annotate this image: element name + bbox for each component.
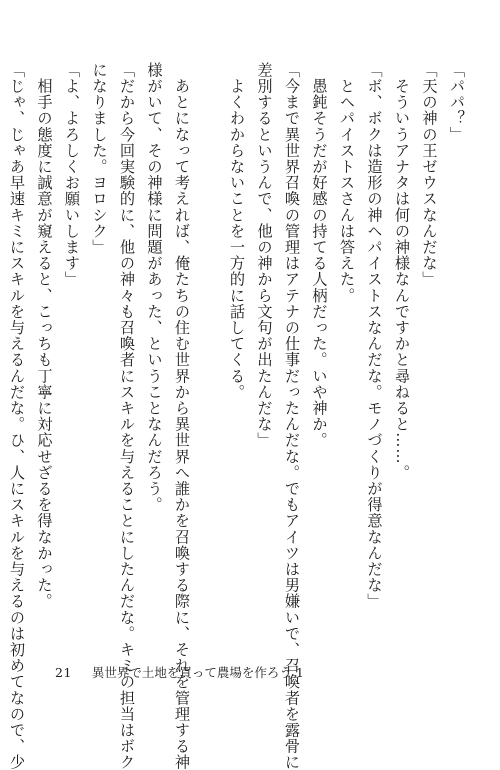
text-line: になりました。ヨロシク」 bbox=[90, 62, 109, 256]
blank-line bbox=[195, 62, 223, 630]
text-line: 「ボ、ボクは造形の神ヘパイストスなんだな。モノづくりが得意なんだな」 bbox=[365, 62, 384, 610]
book-title: 異世界で土地を買って農場を作ろう 1 bbox=[91, 665, 304, 680]
text-line: 様がいて、その神様に問題があった、ということなんだろう。 bbox=[145, 62, 164, 513]
text-line: 「今まで異世界召喚の管理はアテナの仕事だったんだな。でもアイツは男嫌いで、召喚者を露骨に bbox=[283, 62, 301, 770]
text-line: 相手の態度に誠意が窺えると、こっちも丁寧に対応せざるを得なかった。 bbox=[35, 62, 54, 610]
page-footer bbox=[55, 663, 304, 681]
text-line: 差別するというんで、他の神から文句が出たんだな」 bbox=[255, 62, 274, 449]
text-line: とヘパイストスさんは答えた。 bbox=[338, 62, 356, 304]
text-line: 「パパ？」 bbox=[448, 62, 466, 143]
page-number: 21 bbox=[55, 665, 72, 680]
text-line: そういうアナタは何の神様なんですかと尋ねると……。 bbox=[393, 62, 411, 481]
text-line: 愚鈍そうだが好感の持てる人柄だった。いや神か。 bbox=[310, 62, 329, 449]
text-line: 「だから今回実験的に、他の神々も召喚者にスキルを与えることにしたんだな。キミの担当はボク bbox=[118, 62, 136, 770]
text-line: 「よ、よろしくお願いします」 bbox=[63, 62, 81, 288]
text-line: あとになって考えれば、俺たちの住む世界から異世界へ誰かを召喚する際に、それを管理する神 bbox=[173, 62, 191, 770]
text-line: 「天の神の王ゼウスなんだな」 bbox=[420, 62, 439, 288]
text-line: よくわからないことを一方的に話してくる。 bbox=[228, 62, 246, 401]
text-line: 「じゃ、じゃあ早速キミにスキルを与えるんだな。ひ、人にスキルを与えるのは初めてなので、少 bbox=[8, 62, 26, 770]
